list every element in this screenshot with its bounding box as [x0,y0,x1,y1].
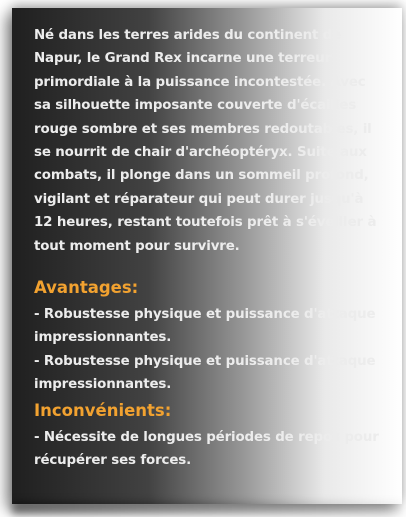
disadvantage-item: - Nécessite de longues périodes de repos pour récupérer ses forces. [34,429,379,469]
advantages-list [34,303,382,397]
creature-info-panel [12,8,402,504]
advantages-title: Avantages: [34,278,139,298]
disadvantages-title: Inconvénients: [34,400,172,420]
disadvantages-list [34,426,382,473]
creature-description: Né dans les terres arides du continent de Napur, le Grand Rex incarne une terreur primordiale à la puissance incontestée. Avec sa silhouette imposante couverte d'écailles rouge sombre et ses membres redoutables, il se nourrit de chair d'archéoptéryx. Suite aux combats, il plonge dans un sommeil profond, vigilant et réparateur qui peut durer jusqu'à 12 heures, restant toutefois prêt à s'éveiller à tout moment pour survivre. [34,28,377,254]
advantage-item: - Robustesse physique et puissance d'attaque impressionnantes. [34,307,376,346]
advantage-item: - Robustesse physique et puissance d'attaque impressionnantes. [34,353,376,393]
